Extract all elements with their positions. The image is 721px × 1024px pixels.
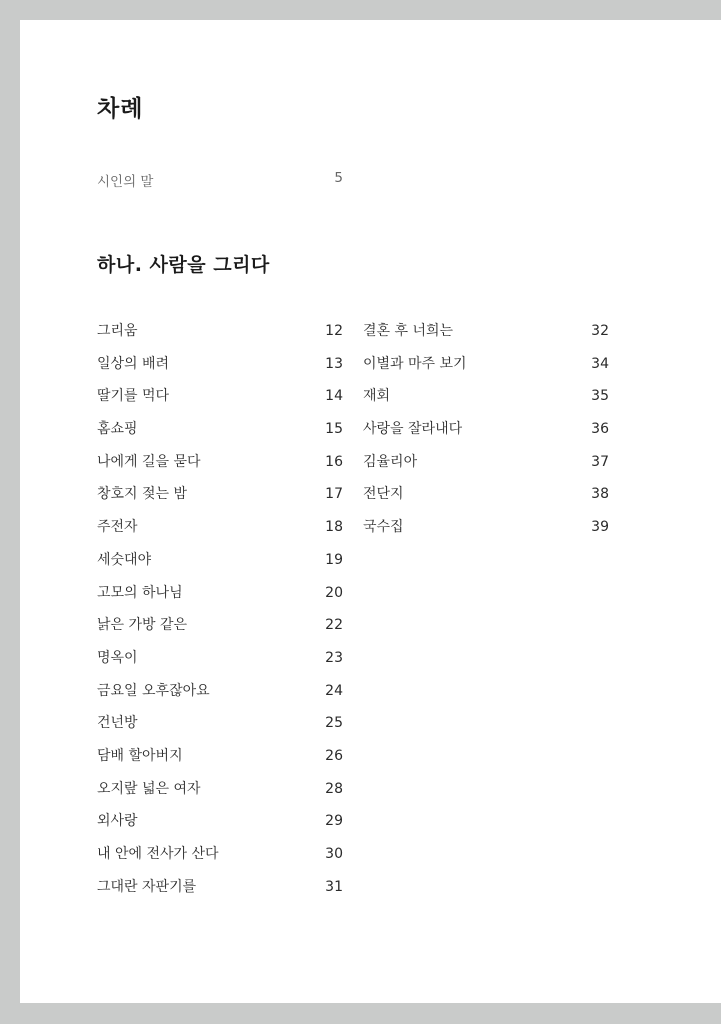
entry-title: 창호지 젖는 밤 xyxy=(97,486,188,503)
entry-page-number: 23 xyxy=(325,649,343,666)
entry-page-number: 39 xyxy=(591,519,609,536)
toc-entry[interactable] xyxy=(97,844,343,877)
entry-title: 담배 할아버지 xyxy=(97,747,183,764)
toc-entry[interactable] xyxy=(97,648,343,681)
toc-entry[interactable] xyxy=(97,517,343,550)
entry-title: 딸기를 먹다 xyxy=(97,388,170,405)
entry-title: 그리움 xyxy=(97,323,138,339)
entry-page-number: 18 xyxy=(325,519,343,536)
toc-entry[interactable] xyxy=(97,484,343,517)
entry-page-number: 26 xyxy=(325,747,343,764)
toc-entry[interactable] xyxy=(97,811,343,844)
toc-entry[interactable] xyxy=(97,386,343,419)
entry-title: 내 안에 전사가 산다 xyxy=(97,846,219,862)
entry-page-number: 13 xyxy=(325,355,343,372)
entry-title: 그대란 자판기를 xyxy=(97,878,197,895)
entry-title: 건넌방 xyxy=(97,715,138,732)
entry-title: 세숫대야 xyxy=(97,551,152,568)
entry-title: 주전자 xyxy=(97,519,138,536)
toc-title: 차례 xyxy=(97,96,144,122)
entry-page-number: 35 xyxy=(591,388,609,405)
toc-entry[interactable] xyxy=(97,583,343,616)
entry-title: 명옥이 xyxy=(97,649,138,666)
entry-page-number: 25 xyxy=(325,715,343,732)
entry-title: 고모의 하나님 xyxy=(97,584,183,601)
toc-entry[interactable] xyxy=(97,615,343,648)
preface-title: 시인의 말 xyxy=(97,174,154,190)
entry-page-number: 34 xyxy=(591,355,609,372)
toc-entry[interactable] xyxy=(363,419,609,452)
entry-page-number: 30 xyxy=(325,846,343,862)
entry-page-number: 20 xyxy=(325,584,343,601)
toc-entry[interactable] xyxy=(97,746,343,779)
entry-page-number: 19 xyxy=(325,551,343,568)
entry-title: 나에게 길을 묻다 xyxy=(97,453,201,470)
entry-page-number: 38 xyxy=(591,486,609,503)
entry-page-number: 29 xyxy=(325,813,343,830)
entry-title: 사랑을 잘라내다 xyxy=(363,421,463,438)
toc-entry[interactable] xyxy=(97,321,343,354)
toc-entry[interactable] xyxy=(97,713,343,746)
entry-page-number: 31 xyxy=(325,878,343,895)
entry-page-number: 37 xyxy=(591,453,609,470)
entry-title: 낡은 가방 같은 xyxy=(97,617,188,634)
toc-entry[interactable] xyxy=(363,452,609,485)
entry-title: 이별과 마주 보기 xyxy=(363,355,467,372)
entry-page-number: 24 xyxy=(325,682,343,699)
entry-page-number: 16 xyxy=(325,453,343,470)
toc-entry[interactable] xyxy=(363,484,609,517)
toc-entry[interactable] xyxy=(97,419,343,452)
entry-page-number: 22 xyxy=(325,617,343,634)
entry-page-number: 36 xyxy=(591,421,609,438)
entry-title: 전단지 xyxy=(363,486,404,503)
entry-title: 금요일 오후잖아요 xyxy=(97,682,210,699)
toc-column-left xyxy=(97,321,343,909)
toc-entry[interactable] xyxy=(363,386,609,419)
entry-title: 국수집 xyxy=(363,519,404,536)
entry-title: 오지랖 넓은 여자 xyxy=(97,780,201,797)
preface-entry[interactable] xyxy=(97,170,343,190)
toc-column-right xyxy=(363,321,609,550)
entry-title: 결혼 후 너희는 xyxy=(363,323,454,339)
book-page xyxy=(20,20,721,1003)
toc-entry[interactable] xyxy=(97,877,343,910)
section-title: 하나. 사람을 그리다 xyxy=(97,254,270,276)
toc-entry[interactable] xyxy=(97,779,343,812)
entry-title: 홈쇼핑 xyxy=(97,421,138,438)
entry-page-number: 14 xyxy=(325,388,343,405)
entry-page-number: 17 xyxy=(325,486,343,503)
toc-entry[interactable] xyxy=(97,354,343,387)
toc-entry[interactable] xyxy=(97,681,343,714)
entry-title: 일상의 배려 xyxy=(97,355,170,372)
preface-page-number: 5 xyxy=(334,170,343,186)
entry-page-number: 12 xyxy=(325,323,343,339)
entry-page-number: 32 xyxy=(591,323,609,339)
toc-entry[interactable] xyxy=(363,321,609,354)
entry-title: 김율리아 xyxy=(363,453,418,470)
entry-title: 외사랑 xyxy=(97,813,138,830)
entry-page-number: 28 xyxy=(325,780,343,797)
toc-entry[interactable] xyxy=(97,550,343,583)
toc-entry[interactable] xyxy=(97,452,343,485)
toc-entry[interactable] xyxy=(363,517,609,550)
entry-page-number: 15 xyxy=(325,421,343,438)
toc-entry[interactable] xyxy=(363,354,609,387)
entry-title: 재회 xyxy=(363,388,391,405)
